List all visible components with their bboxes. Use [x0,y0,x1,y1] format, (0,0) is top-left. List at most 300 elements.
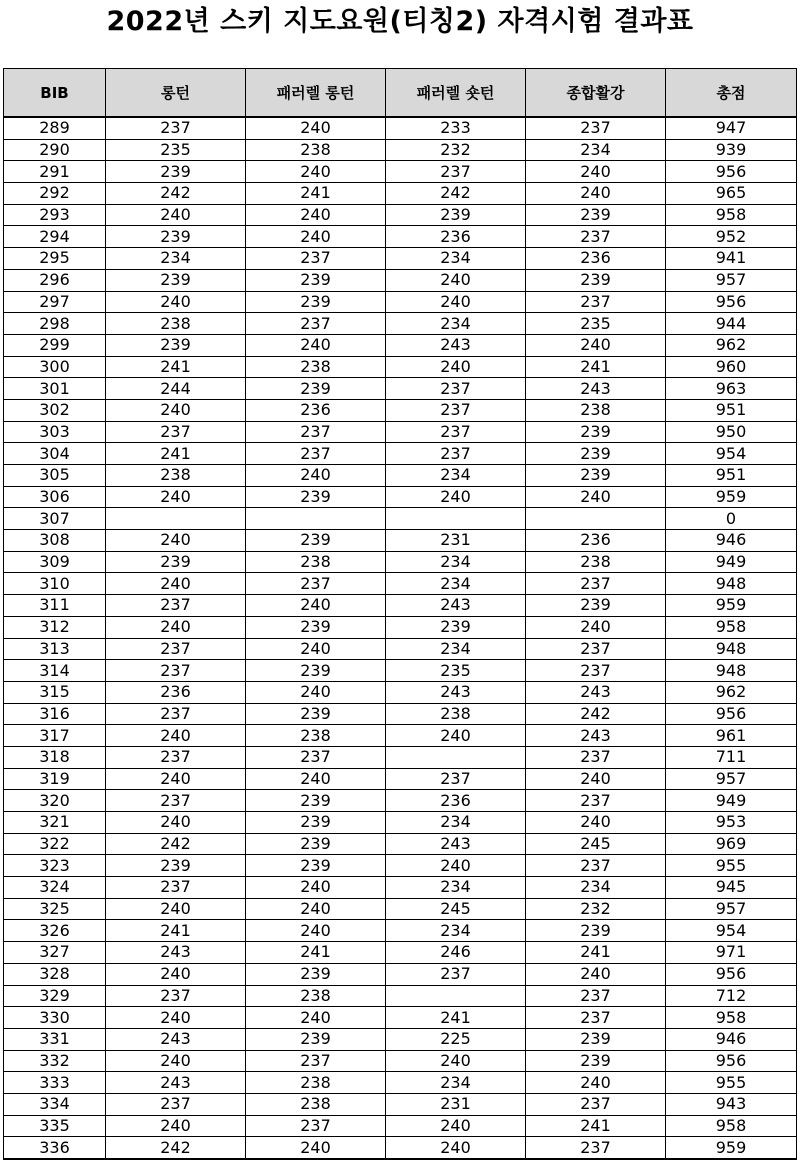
combined-run-cell: 237 [526,117,666,139]
long-turn-cell: 239 [106,161,246,183]
total-cell: 956 [666,161,797,183]
bib-cell: 332 [4,1050,106,1072]
parallel-long-turn-cell: 240 [246,117,386,139]
combined-run-cell: 239 [526,204,666,226]
parallel-short-turn-cell [386,746,526,768]
table-row [4,183,797,205]
combined-run-cell: 237 [526,1137,666,1159]
long-turn-cell: 240 [106,1007,246,1029]
total-cell: 948 [666,573,797,595]
bib-cell: 323 [4,855,106,877]
table-row [4,855,797,877]
long-turn-cell: 240 [106,530,246,552]
parallel-long-turn-cell: 238 [246,1093,386,1115]
parallel-short-turn-cell: 240 [386,486,526,508]
parallel-long-turn-cell: 237 [246,313,386,335]
combined-run-cell: 240 [526,334,666,356]
combined-run-cell: 237 [526,790,666,812]
parallel-long-turn-cell: 239 [246,269,386,291]
column-header-parallel-long-turn: 패러렐 롱턴 [246,69,386,118]
bib-cell: 318 [4,746,106,768]
long-turn-cell: 240 [106,399,246,421]
column-header-long-turn: 롱턴 [106,69,246,118]
bib-cell: 309 [4,551,106,573]
parallel-short-turn-cell: 239 [386,204,526,226]
parallel-long-turn-cell: 239 [246,660,386,682]
parallel-long-turn-cell: 237 [246,746,386,768]
long-turn-cell: 240 [106,725,246,747]
parallel-long-turn-cell: 239 [246,1028,386,1050]
parallel-short-turn-cell [386,985,526,1007]
bib-cell: 292 [4,183,106,205]
long-turn-cell: 239 [106,551,246,573]
long-turn-cell: 240 [106,1050,246,1072]
table-row [4,1137,797,1159]
bib-cell: 289 [4,117,106,139]
table-row [4,378,797,400]
bib-cell: 320 [4,790,106,812]
long-turn-cell: 237 [106,1093,246,1115]
combined-run-cell: 236 [526,530,666,552]
long-turn-cell: 241 [106,356,246,378]
parallel-short-turn-cell: 233 [386,117,526,139]
total-cell: 959 [666,1137,797,1159]
combined-run-cell: 237 [526,660,666,682]
combined-run-cell: 237 [526,638,666,660]
parallel-short-turn-cell: 239 [386,616,526,638]
long-turn-cell: 240 [106,616,246,638]
table-row [4,486,797,508]
long-turn-cell: 237 [106,117,246,139]
combined-run-cell: 238 [526,399,666,421]
table-row [4,117,797,139]
long-turn-cell: 240 [106,963,246,985]
parallel-short-turn-cell: 234 [386,1072,526,1094]
parallel-short-turn-cell: 237 [386,378,526,400]
parallel-short-turn-cell: 237 [386,421,526,443]
combined-run-cell: 243 [526,681,666,703]
parallel-long-turn-cell: 237 [246,1050,386,1072]
table-row [4,1072,797,1094]
total-cell: 971 [666,942,797,964]
bib-cell: 334 [4,1093,106,1115]
parallel-short-turn-cell: 240 [386,356,526,378]
bib-cell: 329 [4,985,106,1007]
results-table [3,68,797,1160]
total-cell: 951 [666,465,797,487]
long-turn-cell: 237 [106,985,246,1007]
table-row [4,465,797,487]
parallel-short-turn-cell: 236 [386,790,526,812]
bib-cell: 336 [4,1137,106,1159]
parallel-short-turn-cell: 243 [386,595,526,617]
parallel-long-turn-cell: 239 [246,790,386,812]
table-row [4,681,797,703]
bib-cell: 315 [4,681,106,703]
total-cell: 947 [666,117,797,139]
bib-cell: 294 [4,226,106,248]
header-row [4,69,797,118]
table-row [4,790,797,812]
combined-run-cell: 237 [526,291,666,313]
combined-run-cell: 234 [526,139,666,161]
parallel-short-turn-cell: 240 [386,725,526,747]
combined-run-cell: 236 [526,248,666,270]
total-cell: 948 [666,638,797,660]
bib-cell: 291 [4,161,106,183]
bib-cell: 290 [4,139,106,161]
total-cell: 949 [666,790,797,812]
table-row [4,660,797,682]
parallel-long-turn-cell: 240 [246,465,386,487]
total-cell: 954 [666,443,797,465]
total-cell: 711 [666,746,797,768]
combined-run-cell: 237 [526,1093,666,1115]
total-cell: 969 [666,833,797,855]
table-row [4,920,797,942]
table-row [4,161,797,183]
parallel-long-turn-cell: 238 [246,725,386,747]
total-cell: 953 [666,812,797,834]
table-row [4,768,797,790]
total-cell: 957 [666,768,797,790]
parallel-short-turn-cell: 241 [386,1007,526,1029]
parallel-long-turn-cell: 240 [246,877,386,899]
bib-cell: 303 [4,421,106,443]
table-row [4,898,797,920]
bib-cell: 335 [4,1115,106,1137]
parallel-long-turn-cell: 240 [246,226,386,248]
bib-cell: 314 [4,660,106,682]
long-turn-cell: 239 [106,269,246,291]
long-turn-cell: 237 [106,595,246,617]
bib-cell: 310 [4,573,106,595]
table-row [4,963,797,985]
long-turn-cell: 238 [106,313,246,335]
bib-cell: 327 [4,942,106,964]
long-turn-cell: 243 [106,1028,246,1050]
total-cell: 949 [666,551,797,573]
bib-cell: 312 [4,616,106,638]
bib-cell: 333 [4,1072,106,1094]
combined-run-cell: 240 [526,963,666,985]
total-cell: 956 [666,1050,797,1072]
parallel-long-turn-cell: 240 [246,768,386,790]
total-cell: 946 [666,1028,797,1050]
total-cell: 0 [666,508,797,530]
combined-run-cell: 240 [526,812,666,834]
long-turn-cell: 240 [106,768,246,790]
bib-cell: 311 [4,595,106,617]
total-cell: 959 [666,595,797,617]
table-row [4,443,797,465]
combined-run-cell: 243 [526,378,666,400]
long-turn-cell: 242 [106,1137,246,1159]
bib-cell: 330 [4,1007,106,1029]
total-cell: 958 [666,1115,797,1137]
bib-cell: 317 [4,725,106,747]
combined-run-cell: 237 [526,226,666,248]
combined-run-cell: 240 [526,768,666,790]
bib-cell: 313 [4,638,106,660]
parallel-long-turn-cell: 241 [246,942,386,964]
total-cell: 962 [666,334,797,356]
table-row [4,421,797,443]
parallel-short-turn-cell: 243 [386,833,526,855]
table-row [4,399,797,421]
parallel-long-turn-cell: 238 [246,1072,386,1094]
parallel-long-turn-cell: 238 [246,356,386,378]
combined-run-cell: 237 [526,573,666,595]
long-turn-cell: 241 [106,443,246,465]
table-row [4,1115,797,1137]
table-row [4,725,797,747]
total-cell: 951 [666,399,797,421]
total-cell: 943 [666,1093,797,1115]
table-row [4,746,797,768]
parallel-long-turn-cell: 240 [246,334,386,356]
bib-cell: 299 [4,334,106,356]
long-turn-cell: 236 [106,681,246,703]
parallel-short-turn-cell: 234 [386,313,526,335]
total-cell: 955 [666,1072,797,1094]
combined-run-cell [526,508,666,530]
parallel-short-turn-cell: 234 [386,920,526,942]
long-turn-cell [106,508,246,530]
parallel-short-turn-cell: 237 [386,161,526,183]
bib-cell: 298 [4,313,106,335]
combined-run-cell: 243 [526,725,666,747]
parallel-long-turn-cell: 239 [246,833,386,855]
total-cell: 939 [666,139,797,161]
table-row [4,356,797,378]
parallel-long-turn-cell: 237 [246,421,386,443]
combined-run-cell: 245 [526,833,666,855]
parallel-long-turn-cell: 240 [246,681,386,703]
parallel-short-turn-cell: 234 [386,812,526,834]
combined-run-cell: 239 [526,421,666,443]
column-header-parallel-short-turn: 패러렐 숏턴 [386,69,526,118]
total-cell: 965 [666,183,797,205]
table-row [4,812,797,834]
total-cell: 958 [666,616,797,638]
combined-run-cell: 235 [526,313,666,335]
total-cell: 945 [666,877,797,899]
parallel-long-turn-cell: 240 [246,204,386,226]
bib-cell: 316 [4,703,106,725]
parallel-long-turn-cell: 240 [246,898,386,920]
parallel-long-turn-cell: 236 [246,399,386,421]
parallel-short-turn-cell: 234 [386,638,526,660]
total-cell: 961 [666,725,797,747]
column-header-total: 총점 [666,69,797,118]
combined-run-cell: 237 [526,985,666,1007]
parallel-short-turn-cell: 237 [386,768,526,790]
long-turn-cell: 240 [106,573,246,595]
long-turn-cell: 238 [106,465,246,487]
long-turn-cell: 239 [106,334,246,356]
total-cell: 952 [666,226,797,248]
combined-run-cell: 232 [526,898,666,920]
results-body [4,117,797,1159]
parallel-long-turn-cell: 237 [246,573,386,595]
combined-run-cell: 239 [526,595,666,617]
parallel-short-turn-cell: 234 [386,551,526,573]
parallel-short-turn-cell: 240 [386,1050,526,1072]
parallel-short-turn-cell: 240 [386,1137,526,1159]
bib-cell: 319 [4,768,106,790]
bib-cell: 307 [4,508,106,530]
table-row [4,530,797,552]
parallel-short-turn-cell: 234 [386,573,526,595]
long-turn-cell: 240 [106,291,246,313]
parallel-long-turn-cell: 240 [246,161,386,183]
parallel-short-turn-cell: 242 [386,183,526,205]
total-cell: 963 [666,378,797,400]
bib-cell: 325 [4,898,106,920]
combined-run-cell: 238 [526,551,666,573]
total-cell: 958 [666,204,797,226]
total-cell: 941 [666,248,797,270]
table-row [4,508,797,530]
parallel-long-turn-cell: 240 [246,595,386,617]
combined-run-cell: 240 [526,486,666,508]
combined-run-cell: 241 [526,356,666,378]
long-turn-cell: 239 [106,226,246,248]
parallel-long-turn-cell: 239 [246,616,386,638]
parallel-long-turn-cell: 239 [246,703,386,725]
parallel-short-turn-cell: 231 [386,530,526,552]
long-turn-cell: 237 [106,421,246,443]
parallel-short-turn-cell: 232 [386,139,526,161]
table-row [4,1007,797,1029]
parallel-short-turn-cell: 240 [386,291,526,313]
table-row [4,595,797,617]
long-turn-cell: 237 [106,746,246,768]
bib-cell: 301 [4,378,106,400]
long-turn-cell: 237 [106,877,246,899]
table-row [4,1028,797,1050]
parallel-long-turn-cell: 237 [246,443,386,465]
table-row [4,1050,797,1072]
combined-run-cell: 237 [526,746,666,768]
total-cell: 946 [666,530,797,552]
table-row [4,877,797,899]
long-turn-cell: 237 [106,638,246,660]
parallel-short-turn-cell: 243 [386,681,526,703]
bib-cell: 322 [4,833,106,855]
parallel-short-turn-cell: 236 [386,226,526,248]
combined-run-cell: 239 [526,465,666,487]
parallel-short-turn-cell: 234 [386,248,526,270]
combined-run-cell: 237 [526,1007,666,1029]
long-turn-cell: 237 [106,703,246,725]
parallel-long-turn-cell [246,508,386,530]
long-turn-cell: 234 [106,248,246,270]
table-row [4,942,797,964]
long-turn-cell: 240 [106,204,246,226]
combined-run-cell: 240 [526,616,666,638]
bib-cell: 324 [4,877,106,899]
parallel-short-turn-cell: 238 [386,703,526,725]
bib-cell: 306 [4,486,106,508]
bib-cell: 304 [4,443,106,465]
parallel-long-turn-cell: 239 [246,486,386,508]
table-row [4,226,797,248]
combined-run-cell: 241 [526,1115,666,1137]
bib-cell: 331 [4,1028,106,1050]
bib-cell: 326 [4,920,106,942]
combined-run-cell: 234 [526,877,666,899]
table-row [4,573,797,595]
parallel-long-turn-cell: 237 [246,248,386,270]
bib-cell: 302 [4,399,106,421]
table-row [4,291,797,313]
combined-run-cell: 240 [526,1072,666,1094]
total-cell: 962 [666,681,797,703]
long-turn-cell: 235 [106,139,246,161]
combined-run-cell: 242 [526,703,666,725]
total-cell: 948 [666,660,797,682]
long-turn-cell: 239 [106,855,246,877]
total-cell: 956 [666,963,797,985]
parallel-long-turn-cell: 238 [246,551,386,573]
long-turn-cell: 244 [106,378,246,400]
parallel-long-turn-cell: 238 [246,139,386,161]
parallel-long-turn-cell: 239 [246,291,386,313]
parallel-short-turn-cell: 234 [386,465,526,487]
total-cell: 956 [666,703,797,725]
parallel-long-turn-cell: 239 [246,855,386,877]
page-title: 2022년 스키 지도요원(티칭2) 자격시험 결과표 [106,6,694,37]
total-cell: 958 [666,1007,797,1029]
total-cell: 957 [666,269,797,291]
total-cell: 950 [666,421,797,443]
combined-run-cell: 240 [526,161,666,183]
parallel-long-turn-cell: 241 [246,183,386,205]
parallel-short-turn-cell: 240 [386,1115,526,1137]
long-turn-cell: 237 [106,660,246,682]
total-cell: 960 [666,356,797,378]
bib-cell: 295 [4,248,106,270]
parallel-short-turn-cell: 245 [386,898,526,920]
parallel-long-turn-cell: 237 [246,1115,386,1137]
table-row [4,334,797,356]
total-cell: 957 [666,898,797,920]
table-row [4,1093,797,1115]
parallel-short-turn-cell: 234 [386,877,526,899]
combined-run-cell: 239 [526,443,666,465]
long-turn-cell: 243 [106,1072,246,1094]
total-cell: 959 [666,486,797,508]
long-turn-cell: 240 [106,486,246,508]
parallel-short-turn-cell: 243 [386,334,526,356]
long-turn-cell: 240 [106,812,246,834]
long-turn-cell: 242 [106,183,246,205]
bib-cell: 321 [4,812,106,834]
parallel-long-turn-cell: 238 [246,985,386,1007]
parallel-long-turn-cell: 239 [246,812,386,834]
bib-cell: 305 [4,465,106,487]
long-turn-cell: 237 [106,790,246,812]
combined-run-cell: 239 [526,920,666,942]
column-header-combined-run: 종합활강 [526,69,666,118]
bib-cell: 296 [4,269,106,291]
long-turn-cell: 243 [106,942,246,964]
table-row [4,703,797,725]
parallel-long-turn-cell: 239 [246,378,386,400]
total-cell: 956 [666,291,797,313]
